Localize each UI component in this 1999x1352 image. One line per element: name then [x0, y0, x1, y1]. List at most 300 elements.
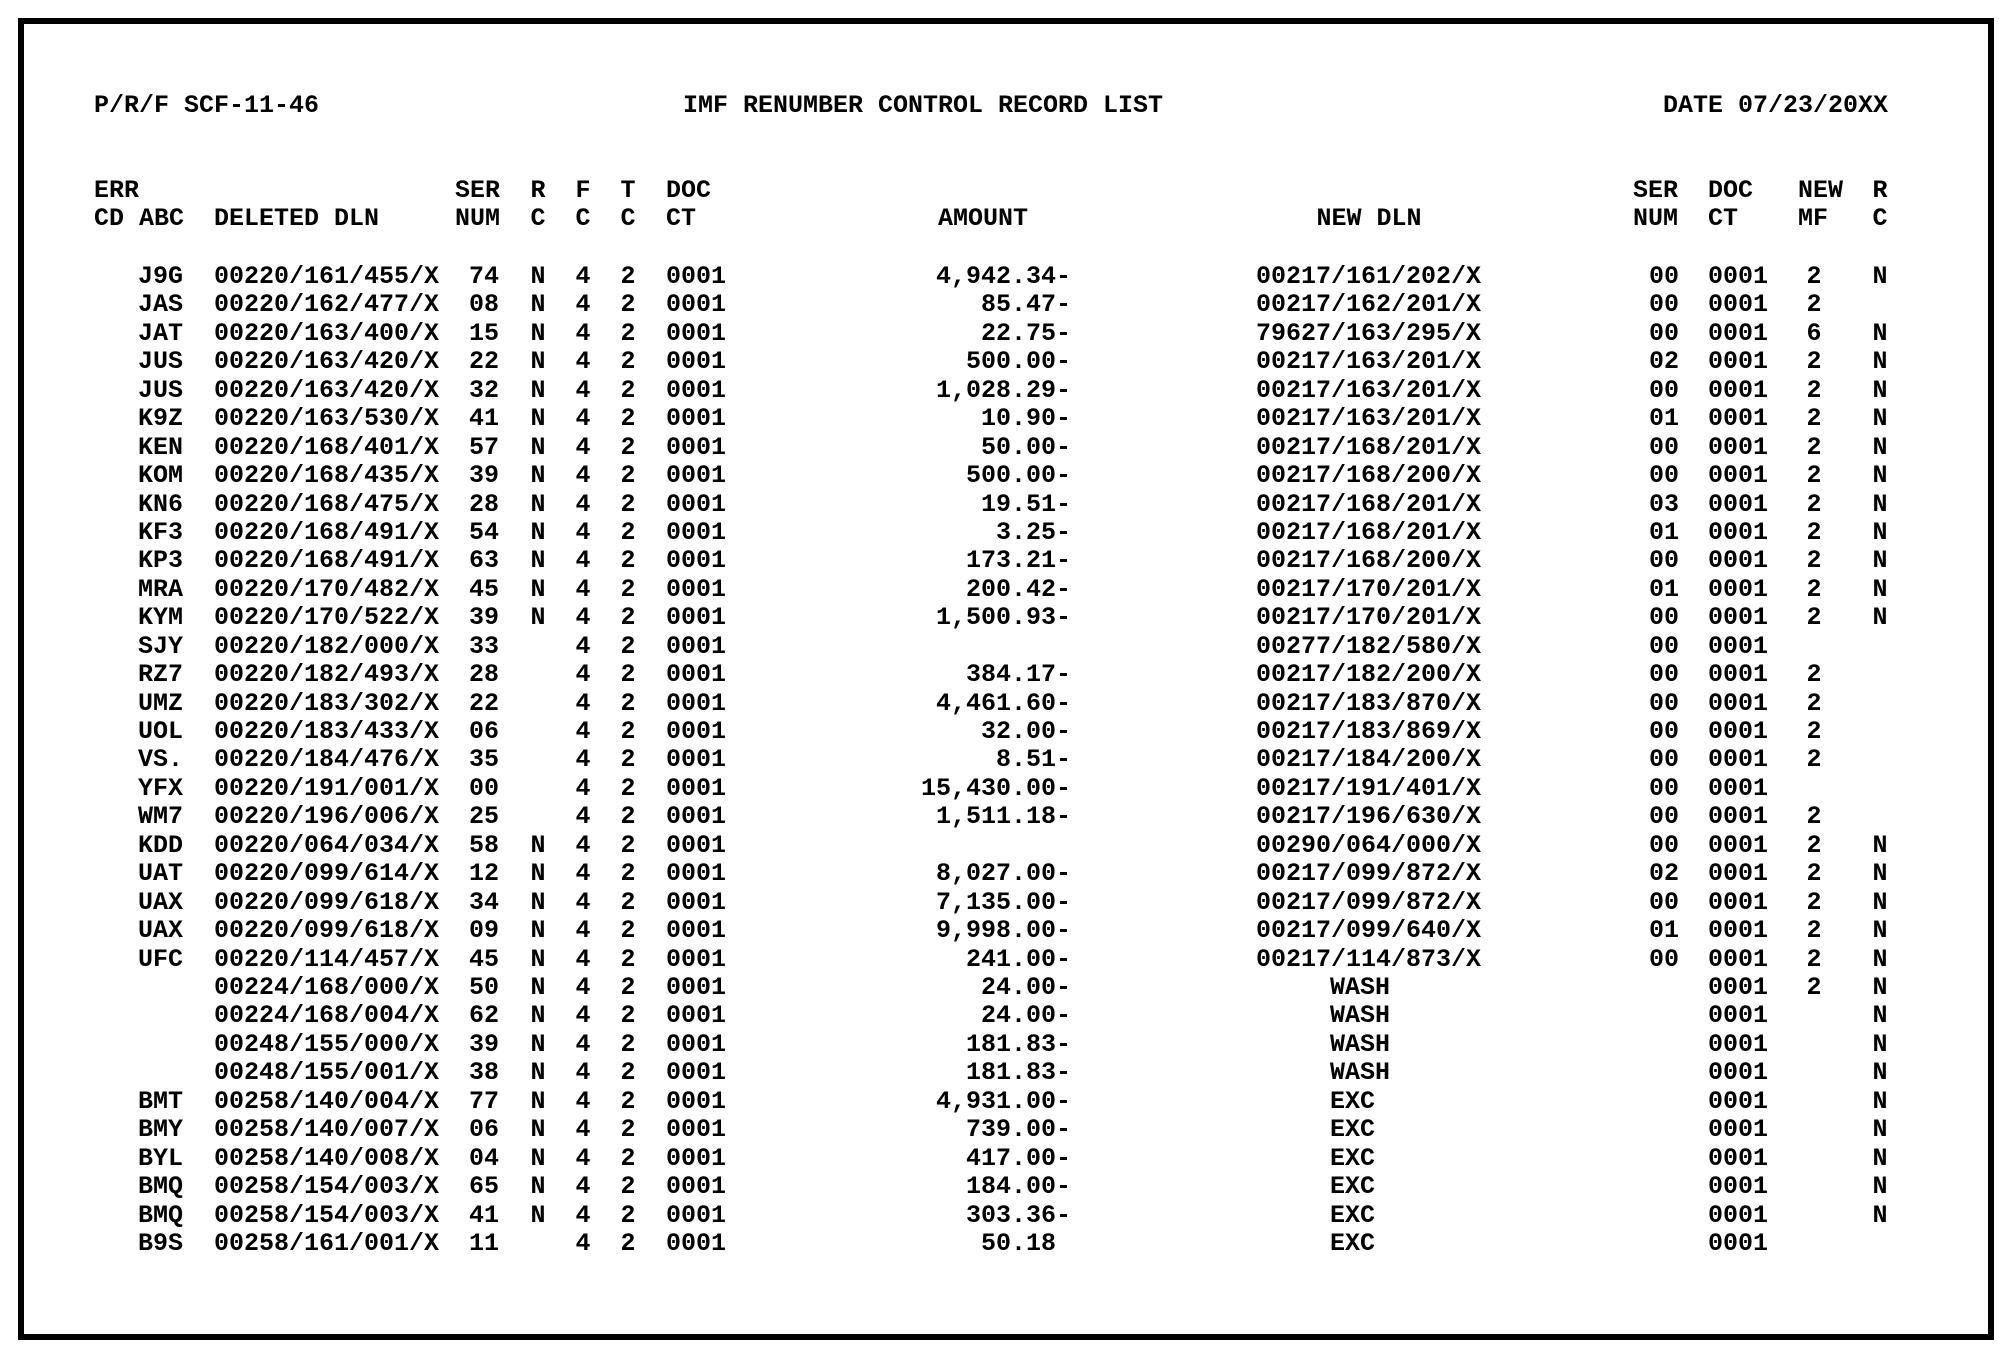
cell-doc-ct: 0001	[666, 916, 727, 946]
cell-fc: 4	[575, 1086, 591, 1116]
cell-ser-num: 04	[469, 1143, 500, 1173]
cell-new-mf: 2	[1806, 603, 1822, 633]
cell-new-dln: WASH	[1330, 973, 1391, 1002]
report-date: DATE 07/23/20XX	[1662, 91, 1888, 120]
table-row	[0, 320, 1999, 348]
cell-new-mf: 2	[1806, 944, 1822, 974]
cell-amount: 50.00-	[980, 432, 1071, 462]
cell-new-rc: N	[1872, 1200, 1888, 1230]
cell-new-mf: 2	[1806, 375, 1822, 405]
cell-new-doc-ct: 0001	[1708, 1200, 1769, 1230]
cell-rc: N	[530, 347, 546, 377]
table-row	[0, 803, 1999, 831]
cell-ser-num: 09	[469, 916, 500, 946]
cell-deleted-dln: 00220/161/455/X	[214, 262, 440, 291]
cell-new-ser-num: 00	[1649, 773, 1680, 803]
cell-amount: 181.83-	[965, 1029, 1071, 1059]
cell-doc-ct: 0001	[666, 830, 727, 860]
cell-err-abc: KEN	[138, 432, 184, 462]
cell-ser-num: 33	[469, 631, 500, 661]
cell-amount: 9,998.00-	[935, 916, 1071, 946]
cell-doc-ct: 0001	[666, 603, 727, 633]
cell-new-dln: 00217/170/201/X	[1256, 574, 1482, 604]
cell-amount: 50.18	[980, 1228, 1056, 1258]
cell-new-mf: 2	[1806, 660, 1822, 690]
cell-rc: N	[530, 1172, 546, 1202]
table-row	[0, 547, 1999, 575]
table-row	[0, 291, 1999, 319]
cell-new-rc: N	[1872, 375, 1888, 405]
cell-new-rc: N	[1872, 973, 1888, 1002]
cell-err-abc: UFC	[138, 944, 184, 974]
cell-new-mf: 2	[1806, 517, 1822, 547]
cell-amount: 32.00-	[980, 717, 1071, 747]
cell-amount: 15,430.00-	[920, 773, 1071, 803]
cell-rc: N	[530, 603, 546, 633]
cell-rc: N	[530, 461, 546, 491]
col-new-mf: MF	[1798, 204, 1829, 233]
col-new-rc-bottom: C	[1872, 204, 1888, 233]
cell-tc: 2	[620, 887, 636, 917]
cell-fc: 4	[575, 1029, 591, 1059]
cell-new-mf: 2	[1806, 262, 1822, 291]
cell-new-mf: 6	[1806, 318, 1822, 348]
cell-tc: 2	[620, 1172, 636, 1202]
cell-err-abc: VS.	[138, 745, 184, 775]
cell-new-doc-ct: 0001	[1708, 802, 1769, 832]
cell-fc: 4	[575, 688, 591, 718]
cell-rc: N	[530, 517, 546, 547]
cell-tc: 2	[620, 830, 636, 860]
cell-new-mf: 2	[1806, 574, 1822, 604]
cell-doc-ct: 0001	[666, 347, 727, 377]
cell-ser-num: 22	[469, 347, 500, 377]
cell-new-doc-ct: 0001	[1708, 631, 1769, 661]
cell-new-dln: 00217/168/201/X	[1256, 517, 1482, 547]
cell-rc: N	[530, 432, 546, 462]
cell-new-doc-ct: 0001	[1708, 517, 1769, 547]
col-tc-bottom: C	[620, 204, 636, 233]
cell-tc: 2	[620, 461, 636, 491]
cell-ser-num: 08	[469, 290, 500, 320]
cell-ser-num: 62	[469, 1001, 500, 1031]
cell-new-rc: N	[1872, 603, 1888, 633]
cell-tc: 2	[620, 916, 636, 946]
cell-new-mf: 2	[1806, 887, 1822, 917]
cell-new-doc-ct: 0001	[1708, 603, 1769, 633]
cell-amount: 7,135.00-	[935, 887, 1071, 917]
cell-amount: 181.83-	[965, 1058, 1071, 1088]
cell-new-doc-ct: 0001	[1708, 745, 1769, 775]
cell-rc: N	[530, 1029, 546, 1059]
cell-deleted-dln: 00224/168/004/X	[214, 1001, 440, 1031]
cell-tc: 2	[620, 688, 636, 718]
cell-new-dln: 00217/161/202/X	[1256, 262, 1482, 291]
cell-amount: 3.25-	[995, 517, 1071, 547]
cell-ser-num: 22	[469, 688, 500, 718]
col-deleted-dln: DELETED DLN	[214, 204, 380, 233]
table-row	[0, 434, 1999, 462]
cell-ser-num: 28	[469, 489, 500, 519]
cell-deleted-dln: 00220/183/433/X	[214, 717, 440, 747]
cell-ser-num: 77	[469, 1086, 500, 1116]
cell-doc-ct: 0001	[666, 517, 727, 547]
table-row	[0, 661, 1999, 689]
cell-new-doc-ct: 0001	[1708, 887, 1769, 917]
cell-tc: 2	[620, 603, 636, 633]
cell-fc: 4	[575, 944, 591, 974]
cell-new-mf: 2	[1806, 432, 1822, 462]
cell-new-dln: EXC	[1330, 1228, 1376, 1258]
cell-rc: N	[530, 1143, 546, 1173]
cell-tc: 2	[620, 745, 636, 775]
table-row	[0, 889, 1999, 917]
cell-new-rc: N	[1872, 916, 1888, 946]
cell-fc: 4	[575, 546, 591, 576]
cell-new-ser-num: 00	[1649, 887, 1680, 917]
cell-new-dln: 79627/163/295/X	[1256, 318, 1482, 348]
cell-amount: 1,511.18-	[935, 802, 1071, 832]
cell-deleted-dln: 00220/064/034/X	[214, 830, 440, 860]
cell-tc: 2	[620, 262, 636, 291]
cell-deleted-dln: 00220/162/477/X	[214, 290, 440, 320]
cell-new-dln: 00217/182/200/X	[1256, 660, 1482, 690]
cell-doc-ct: 0001	[666, 1172, 727, 1202]
cell-new-doc-ct: 0001	[1708, 1172, 1769, 1202]
table-row	[0, 1173, 1999, 1201]
cell-new-ser-num: 00	[1649, 262, 1680, 291]
cell-deleted-dln: 00220/099/618/X	[214, 887, 440, 917]
cell-doc-ct: 0001	[666, 1228, 727, 1258]
cell-tc: 2	[620, 717, 636, 747]
cell-rc: N	[530, 318, 546, 348]
cell-deleted-dln: 00220/170/482/X	[214, 574, 440, 604]
cell-err-abc: MRA	[138, 574, 184, 604]
cell-fc: 4	[575, 290, 591, 320]
col-new-mf-top: NEW	[1798, 176, 1844, 205]
cell-new-mf: 2	[1806, 802, 1822, 832]
cell-rc: N	[530, 546, 546, 576]
cell-new-dln: 00277/182/580/X	[1256, 631, 1482, 661]
cell-new-ser-num: 01	[1649, 404, 1680, 434]
cell-deleted-dln: 00220/183/302/X	[214, 688, 440, 718]
cell-fc: 4	[575, 1228, 591, 1258]
table-row	[0, 405, 1999, 433]
cell-deleted-dln: 00248/155/000/X	[214, 1029, 440, 1059]
cell-deleted-dln: 00248/155/001/X	[214, 1058, 440, 1088]
cell-ser-num: 74	[469, 262, 500, 291]
cell-new-ser-num: 00	[1649, 375, 1680, 405]
cell-new-ser-num: 00	[1649, 290, 1680, 320]
cell-new-ser-num: 00	[1649, 432, 1680, 462]
cell-tc: 2	[620, 1086, 636, 1116]
cell-new-doc-ct: 0001	[1708, 489, 1769, 519]
cell-amount: 10.90-	[980, 404, 1071, 434]
cell-ser-num: 00	[469, 773, 500, 803]
cell-doc-ct: 0001	[666, 1058, 727, 1088]
cell-fc: 4	[575, 517, 591, 547]
cell-err-abc: YFX	[138, 773, 184, 803]
cell-new-mf: 2	[1806, 916, 1822, 946]
cell-new-dln: 00217/163/201/X	[1256, 375, 1482, 405]
cell-new-ser-num: 01	[1649, 517, 1680, 547]
cell-amount: 739.00-	[965, 1115, 1071, 1145]
cell-ser-num: 41	[469, 404, 500, 434]
cell-tc: 2	[620, 660, 636, 690]
cell-new-mf: 2	[1806, 830, 1822, 860]
cell-new-ser-num: 00	[1649, 745, 1680, 775]
cell-new-dln: 00217/184/200/X	[1256, 745, 1482, 775]
program-id: P/R/F SCF-11-46	[94, 91, 320, 120]
cell-new-dln: EXC	[1330, 1172, 1376, 1202]
cell-new-rc: N	[1872, 574, 1888, 604]
cell-amount: 241.00-	[965, 944, 1071, 974]
cell-rc: N	[530, 887, 546, 917]
cell-new-doc-ct: 0001	[1708, 1029, 1769, 1059]
cell-rc: N	[530, 290, 546, 320]
cell-fc: 4	[575, 262, 591, 291]
cell-rc: N	[530, 404, 546, 434]
cell-new-ser-num: 00	[1649, 802, 1680, 832]
cell-new-rc: N	[1872, 404, 1888, 434]
col-rc-bottom: C	[530, 204, 546, 233]
cell-new-doc-ct: 0001	[1708, 347, 1769, 377]
table-row	[0, 1230, 1999, 1258]
cell-new-doc-ct: 0001	[1708, 318, 1769, 348]
cell-new-dln: 00217/168/200/X	[1256, 461, 1482, 491]
cell-tc: 2	[620, 1200, 636, 1230]
table-row	[0, 746, 1999, 774]
cell-new-doc-ct: 0001	[1708, 546, 1769, 576]
cell-new-ser-num: 00	[1649, 688, 1680, 718]
table-row	[0, 832, 1999, 860]
cell-deleted-dln: 00220/163/400/X	[214, 318, 440, 348]
table-row	[0, 775, 1999, 803]
cell-err-abc: JUS	[138, 347, 184, 377]
cell-err-abc: KP3	[138, 546, 184, 576]
cell-amount: 173.21-	[965, 546, 1071, 576]
cell-tc: 2	[620, 318, 636, 348]
table-row	[0, 604, 1999, 632]
cell-ser-num: 50	[469, 973, 500, 1002]
cell-doc-ct: 0001	[666, 944, 727, 974]
col-rc-top: R	[530, 176, 546, 205]
table-row	[0, 1202, 1999, 1230]
cell-new-doc-ct: 0001	[1708, 375, 1769, 405]
cell-amount: 8,027.00-	[935, 859, 1071, 889]
cell-rc: N	[530, 944, 546, 974]
cell-new-rc: N	[1872, 461, 1888, 491]
table-row	[0, 1116, 1999, 1144]
col-new-ser-top: SER	[1633, 176, 1679, 205]
cell-doc-ct: 0001	[666, 1200, 727, 1230]
cell-fc: 4	[575, 631, 591, 661]
cell-deleted-dln: 00220/168/491/X	[214, 546, 440, 576]
cell-fc: 4	[575, 489, 591, 519]
cell-new-rc: N	[1872, 489, 1888, 519]
cell-deleted-dln: 00258/140/004/X	[214, 1086, 440, 1116]
cell-new-dln: WASH	[1330, 1058, 1391, 1088]
cell-tc: 2	[620, 1001, 636, 1031]
cell-ser-num: 39	[469, 603, 500, 633]
cell-fc: 4	[575, 1172, 591, 1202]
cell-new-doc-ct: 0001	[1708, 973, 1769, 1002]
cell-deleted-dln: 00258/140/007/X	[214, 1115, 440, 1145]
cell-ser-num: 35	[469, 745, 500, 775]
cell-new-doc-ct: 0001	[1708, 432, 1769, 462]
table-row	[0, 718, 1999, 746]
cell-tc: 2	[620, 944, 636, 974]
cell-amount: 4,942.34-	[935, 262, 1071, 291]
cell-fc: 4	[575, 1058, 591, 1088]
cell-new-rc: N	[1872, 517, 1888, 547]
cell-new-dln: 00217/168/201/X	[1256, 489, 1482, 519]
cell-doc-ct: 0001	[666, 973, 727, 1002]
cell-ser-num: 28	[469, 660, 500, 690]
cell-new-dln: WASH	[1330, 1001, 1391, 1031]
cell-rc: N	[530, 973, 546, 1002]
col-tc-top: T	[620, 176, 636, 205]
cell-new-mf: 2	[1806, 404, 1822, 434]
cell-tc: 2	[620, 432, 636, 462]
cell-fc: 4	[575, 574, 591, 604]
cell-doc-ct: 0001	[666, 745, 727, 775]
col-fc-top: F	[575, 176, 591, 205]
cell-rc: N	[530, 1058, 546, 1088]
cell-tc: 2	[620, 546, 636, 576]
cell-new-dln: 00217/183/870/X	[1256, 688, 1482, 718]
cell-fc: 4	[575, 432, 591, 462]
cell-fc: 4	[575, 973, 591, 1002]
cell-new-ser-num: 00	[1649, 603, 1680, 633]
cell-err-abc: BMQ	[138, 1200, 184, 1230]
cell-new-dln: 00217/163/201/X	[1256, 347, 1482, 377]
cell-doc-ct: 0001	[666, 489, 727, 519]
cell-ser-num: 32	[469, 375, 500, 405]
cell-err-abc: BMY	[138, 1115, 184, 1145]
cell-new-rc: N	[1872, 1029, 1888, 1059]
cell-new-rc: N	[1872, 944, 1888, 974]
cell-fc: 4	[575, 660, 591, 690]
cell-err-abc: SJY	[138, 631, 184, 661]
cell-doc-ct: 0001	[666, 461, 727, 491]
cell-doc-ct: 0001	[666, 660, 727, 690]
cell-tc: 2	[620, 517, 636, 547]
cell-doc-ct: 0001	[666, 1143, 727, 1173]
cell-rc: N	[530, 489, 546, 519]
cell-amount: 384.17-	[965, 660, 1071, 690]
cell-fc: 4	[575, 461, 591, 491]
cell-fc: 4	[575, 830, 591, 860]
cell-err-abc: JAT	[138, 318, 184, 348]
table-row	[0, 1031, 1999, 1059]
cell-ser-num: 41	[469, 1200, 500, 1230]
cell-new-dln: 00217/099/872/X	[1256, 887, 1482, 917]
cell-tc: 2	[620, 489, 636, 519]
cell-new-rc: N	[1872, 1001, 1888, 1031]
cell-err-abc: UOL	[138, 717, 184, 747]
cell-new-rc: N	[1872, 347, 1888, 377]
cell-amount: 4,931.00-	[935, 1086, 1071, 1116]
cell-rc: N	[530, 1115, 546, 1145]
col-doc-ct: CT	[666, 204, 697, 233]
table-row	[0, 462, 1999, 490]
cell-ser-num: 39	[469, 461, 500, 491]
table-row	[0, 974, 1999, 1002]
cell-deleted-dln: 00220/163/420/X	[214, 375, 440, 405]
cell-new-mf: 2	[1806, 347, 1822, 377]
cell-ser-num: 06	[469, 717, 500, 747]
cell-ser-num: 06	[469, 1115, 500, 1145]
cell-doc-ct: 0001	[666, 318, 727, 348]
cell-new-mf: 2	[1806, 745, 1822, 775]
cell-doc-ct: 0001	[666, 1086, 727, 1116]
cell-rc: N	[530, 1086, 546, 1116]
cell-tc: 2	[620, 773, 636, 803]
cell-fc: 4	[575, 1143, 591, 1173]
cell-rc: N	[530, 859, 546, 889]
table-row	[0, 1002, 1999, 1030]
cell-new-ser-num: 01	[1649, 916, 1680, 946]
cell-tc: 2	[620, 631, 636, 661]
cell-deleted-dln: 00258/140/008/X	[214, 1143, 440, 1173]
cell-fc: 4	[575, 802, 591, 832]
table-row	[0, 491, 1999, 519]
cell-fc: 4	[575, 347, 591, 377]
cell-deleted-dln: 00258/154/003/X	[214, 1172, 440, 1202]
cell-new-rc: N	[1872, 1172, 1888, 1202]
cell-doc-ct: 0001	[666, 1029, 727, 1059]
cell-deleted-dln: 00220/184/476/X	[214, 745, 440, 775]
cell-new-rc: N	[1872, 1086, 1888, 1116]
cell-deleted-dln: 00220/196/006/X	[214, 802, 440, 832]
cell-new-dln: WASH	[1330, 1029, 1391, 1059]
cell-new-doc-ct: 0001	[1708, 773, 1769, 803]
cell-amount: 200.42-	[965, 574, 1071, 604]
cell-deleted-dln: 00220/114/457/X	[214, 944, 440, 974]
table-row	[0, 1088, 1999, 1116]
cell-new-ser-num: 00	[1649, 461, 1680, 491]
cell-new-doc-ct: 0001	[1708, 688, 1769, 718]
cell-doc-ct: 0001	[666, 887, 727, 917]
table-row	[0, 348, 1999, 376]
cell-new-rc: N	[1872, 859, 1888, 889]
cell-doc-ct: 0001	[666, 631, 727, 661]
cell-doc-ct: 0001	[666, 773, 727, 803]
cell-rc: N	[530, 262, 546, 291]
cell-tc: 2	[620, 1143, 636, 1173]
cell-new-mf: 2	[1806, 717, 1822, 747]
cell-doc-ct: 0001	[666, 859, 727, 889]
cell-doc-ct: 0001	[666, 290, 727, 320]
cell-ser-num: 11	[469, 1228, 500, 1258]
cell-amount: 417.00-	[965, 1143, 1071, 1173]
cell-new-doc-ct: 0001	[1708, 1086, 1769, 1116]
cell-new-dln: EXC	[1330, 1200, 1376, 1230]
cell-tc: 2	[620, 404, 636, 434]
col-err: ERR	[94, 176, 140, 205]
cell-err-abc: UAX	[138, 887, 184, 917]
col-new-doc-ct: CT	[1708, 204, 1739, 233]
cell-new-dln: 00217/099/640/X	[1256, 916, 1482, 946]
cell-fc: 4	[575, 717, 591, 747]
cell-new-mf: 2	[1806, 688, 1822, 718]
cell-new-rc: N	[1872, 1058, 1888, 1088]
cell-deleted-dln: 00220/168/401/X	[214, 432, 440, 462]
cell-rc: N	[530, 830, 546, 860]
cell-err-abc: J9G	[138, 262, 184, 291]
cell-new-doc-ct: 0001	[1708, 461, 1769, 491]
